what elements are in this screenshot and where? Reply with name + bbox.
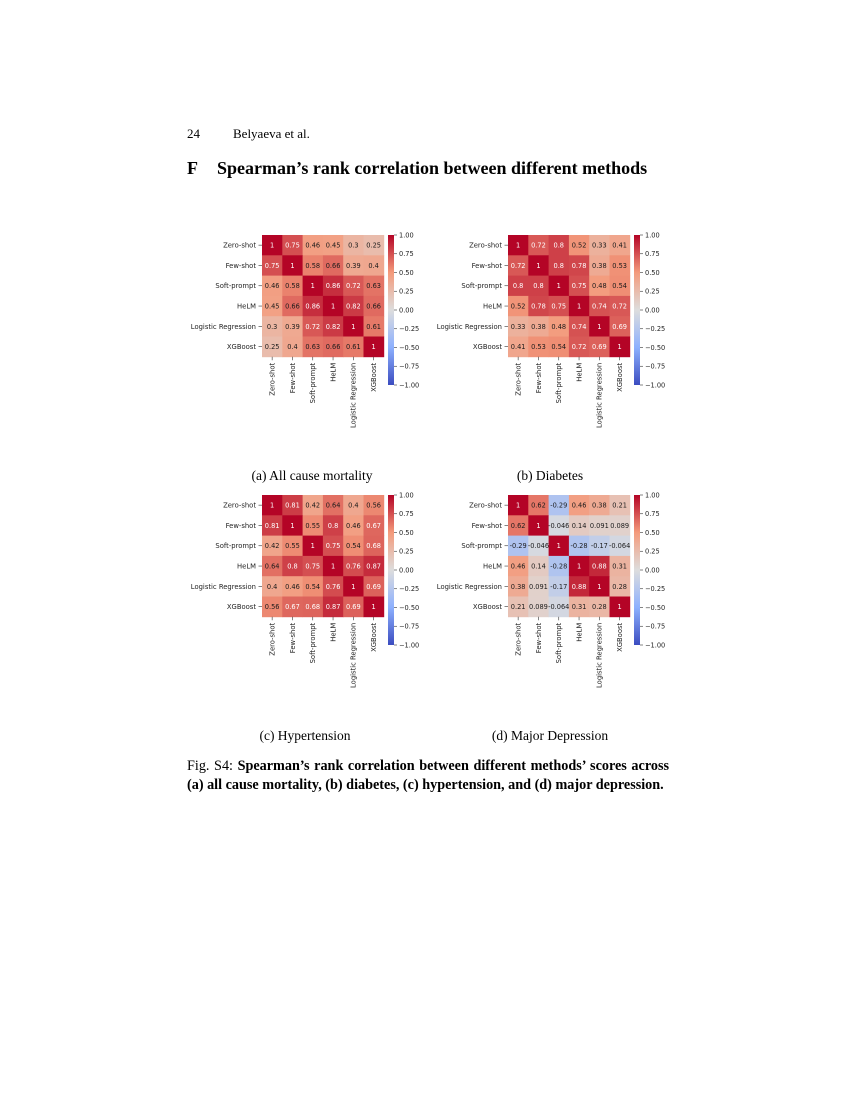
cell-value-label: 0.58 xyxy=(305,261,321,270)
colorbar-tick-label: −0.75 xyxy=(399,622,420,631)
cell-value-label: 0.76 xyxy=(325,582,341,591)
cell-value-label: 0.61 xyxy=(346,343,361,352)
cell-value-label: 0.67 xyxy=(285,603,300,612)
cell-value-label: -0.17 xyxy=(590,542,608,551)
cell-value-label: 0.091 xyxy=(529,582,548,591)
heatmap-diabetes xyxy=(436,225,676,465)
cell-value-label: 0.78 xyxy=(531,302,546,311)
cell-value-label: 0.68 xyxy=(366,542,381,551)
row-label: Zero-shot xyxy=(469,501,502,510)
section-heading xyxy=(187,158,647,179)
cell-value-label: 0.61 xyxy=(366,322,381,331)
row-label: Zero-shot xyxy=(223,501,256,510)
colorbar-tick-label: −0.25 xyxy=(399,325,420,334)
col-label: Few-shot xyxy=(534,622,543,654)
cell-value-label: 0.38 xyxy=(592,261,607,270)
cell-value-label: 1 xyxy=(270,501,275,510)
cell-value-label: 0.69 xyxy=(346,603,361,612)
page-number: 24 xyxy=(187,126,200,141)
col-label: HeLM xyxy=(575,622,584,642)
cell-value-label: 0.63 xyxy=(366,282,381,291)
colorbar-tick-label: −1.00 xyxy=(399,381,420,390)
cell-value-label: -0.064 xyxy=(548,603,570,612)
cell-value-label: 0.72 xyxy=(612,302,627,311)
cell-value-label: 0.75 xyxy=(305,562,321,571)
row-label: Few-shot xyxy=(225,521,256,530)
colorbar-tick-label: −1.00 xyxy=(645,641,666,650)
cell-value-label: 0.54 xyxy=(346,542,361,551)
cell-value-label: 0.67 xyxy=(366,521,381,530)
cell-value-label: 0.58 xyxy=(285,282,300,291)
colorbar-tick-label: 0.50 xyxy=(645,268,660,277)
cell-value-label: 0.21 xyxy=(510,603,526,612)
cell-value-label: 0.72 xyxy=(531,241,546,250)
cell-value-label: 0.81 xyxy=(264,521,280,530)
cell-value-label: 0.54 xyxy=(612,282,627,291)
row-label: XGBoost xyxy=(472,343,502,352)
cell-value-label: 1 xyxy=(290,261,295,270)
colorbar-tick-label: 0.00 xyxy=(399,306,414,315)
figure-caption-label: Fig. S4: xyxy=(187,758,238,774)
cell-value-label: 0.3 xyxy=(266,322,278,331)
colorbar-tick-label: −0.75 xyxy=(399,362,420,371)
cell-value-label: 1 xyxy=(576,302,582,311)
row-label: XGBoost xyxy=(226,343,256,352)
col-label: Logistic Regression xyxy=(595,362,604,429)
colorbar-tick-label: 0.00 xyxy=(645,566,660,575)
cell-value-label: 0.62 xyxy=(531,501,546,510)
cell-value-label: 0.4 xyxy=(266,582,278,591)
cell-value-label: 0.64 xyxy=(325,501,341,510)
colorbar-tick-label: −0.25 xyxy=(645,325,666,334)
cell-value-label: 1 xyxy=(270,241,275,250)
cell-value-label: 0.72 xyxy=(346,282,361,291)
cell-value-label: -0.064 xyxy=(609,542,631,551)
cell-value-label: -0.28 xyxy=(570,542,588,551)
colorbar-tick-label: 0.25 xyxy=(399,287,414,296)
section-letter: F xyxy=(187,158,198,178)
cell-value-label: 0.69 xyxy=(366,582,381,591)
colorbar-tick-label: 1.00 xyxy=(399,231,414,240)
row-label: Logistic Regression xyxy=(436,582,502,591)
cell-value-label: 0.089 xyxy=(610,521,630,530)
colorbar-tick-label: −1.00 xyxy=(645,381,666,390)
cell-value-label: 1 xyxy=(597,322,602,331)
colorbar-tick-label: 0.25 xyxy=(645,287,660,296)
cell-value-label: -0.29 xyxy=(550,501,568,510)
col-label: Zero-shot xyxy=(514,622,523,656)
heatmap-hypertension xyxy=(190,485,430,725)
col-label: XGBoost xyxy=(370,622,379,652)
col-label: Soft-prompt xyxy=(309,622,318,664)
cell-value-label: 0.82 xyxy=(346,302,361,311)
cell-value-label: -0.046 xyxy=(548,521,570,530)
cell-value-label: 1 xyxy=(536,521,541,530)
cell-value-label: 0.25 xyxy=(264,343,280,352)
cell-value-label: 0.53 xyxy=(612,261,627,270)
cell-value-label: 0.28 xyxy=(612,582,627,591)
subcaption-b: (b) Diabetes xyxy=(516,468,584,483)
col-label: Logistic Regression xyxy=(349,622,358,689)
cell-value-label: 0.66 xyxy=(325,261,341,270)
colorbar-tick-label: −0.25 xyxy=(645,585,666,594)
cell-value-label: 0.69 xyxy=(612,322,627,331)
cell-value-label: 0.78 xyxy=(571,261,587,270)
col-label: Logistic Regression xyxy=(349,362,358,429)
cell-value-label: 0.66 xyxy=(325,343,341,352)
cell-value-label: 0.56 xyxy=(366,501,381,510)
cell-value-label: 0.53 xyxy=(531,343,546,352)
colorbar-tick-label: −0.50 xyxy=(645,603,666,612)
cell-value-label: 0.41 xyxy=(612,241,627,250)
row-label: Logistic Regression xyxy=(190,322,256,331)
colorbar xyxy=(388,235,394,385)
subcaption-c: (c) Hypertension xyxy=(259,728,351,743)
row-label: XGBoost xyxy=(226,603,256,612)
row-label: HeLM xyxy=(237,562,256,571)
figure-caption xyxy=(187,757,669,795)
row-label: Soft-prompt xyxy=(215,542,256,551)
cell-value-label: 1 xyxy=(330,562,336,571)
colorbar-tick-label: 0.75 xyxy=(645,250,660,259)
col-label: HeLM xyxy=(575,362,584,382)
col-label: Zero-shot xyxy=(268,362,277,396)
cell-value-label: 0.31 xyxy=(612,562,627,571)
cell-value-label: 0.75 xyxy=(571,282,587,291)
section-title: Spearman’s rank correlation between different methods xyxy=(217,158,648,178)
colorbar xyxy=(634,495,640,645)
colorbar-tick-label: −1.00 xyxy=(399,641,420,650)
cell-value-label: 0.74 xyxy=(592,302,607,311)
cell-value-label: 0.41 xyxy=(510,343,526,352)
cell-value-label: 0.63 xyxy=(305,343,321,352)
cell-value-label: 1 xyxy=(351,322,356,331)
cell-value-label: 1 xyxy=(597,582,602,591)
cell-value-label: 0.55 xyxy=(285,542,300,551)
cell-value-label: 0.48 xyxy=(551,322,567,331)
row-label: Soft-prompt xyxy=(215,282,256,291)
cell-value-label: 1 xyxy=(351,582,356,591)
cell-value-label: 0.55 xyxy=(305,521,321,530)
cell-value-label: 0.88 xyxy=(571,582,587,591)
cell-value-label: 0.54 xyxy=(551,343,567,352)
cell-value-label: 0.54 xyxy=(305,582,321,591)
col-label: Zero-shot xyxy=(514,362,523,396)
cell-value-label: 0.86 xyxy=(325,282,341,291)
cell-value-label: 0.75 xyxy=(551,302,567,311)
cell-value-label: 0.39 xyxy=(346,261,361,270)
cell-value-label: 0.74 xyxy=(571,322,587,331)
cell-value-label: 0.46 xyxy=(285,582,300,591)
row-label: Logistic Regression xyxy=(190,582,256,591)
colorbar-tick-label: −0.75 xyxy=(645,622,666,631)
colorbar-tick-label: 0.25 xyxy=(645,547,660,556)
cell-value-label: 0.76 xyxy=(346,562,361,571)
heatmap-all-cause-mortality xyxy=(190,225,430,465)
cell-value-label: 0.62 xyxy=(510,521,526,530)
colorbar-tick-label: −0.50 xyxy=(645,343,666,352)
row-label: XGBoost xyxy=(472,603,502,612)
cell-value-label: 0.72 xyxy=(305,322,321,331)
cell-value-label: 1 xyxy=(330,302,336,311)
cell-value-label: 0.46 xyxy=(510,562,526,571)
cell-value-label: 1 xyxy=(371,603,376,612)
row-label: Few-shot xyxy=(225,261,256,270)
cell-value-label: 0.56 xyxy=(264,603,280,612)
colorbar-tick-label: 0.00 xyxy=(399,566,414,575)
cell-value-label: 0.4 xyxy=(348,501,359,510)
cell-value-label: -0.17 xyxy=(550,582,568,591)
colorbar xyxy=(388,495,394,645)
col-label: XGBoost xyxy=(616,362,625,392)
cell-value-label: 0.8 xyxy=(553,261,564,270)
cell-value-label: 0.75 xyxy=(264,261,280,270)
cell-value-label: 0.86 xyxy=(305,302,321,311)
cell-value-label: 1 xyxy=(617,343,622,352)
cell-value-label: 0.4 xyxy=(368,261,379,270)
cell-value-label: 0.52 xyxy=(510,302,526,311)
cell-value-label: 0.52 xyxy=(571,241,587,250)
cell-value-label: 0.88 xyxy=(592,562,607,571)
row-label: Logistic Regression xyxy=(436,322,502,331)
cell-value-label: 0.089 xyxy=(529,603,548,612)
row-label: Zero-shot xyxy=(223,241,256,250)
col-label: Few-shot xyxy=(288,622,297,654)
cell-value-label: 0.81 xyxy=(285,501,300,510)
running-head: Belyaeva et al. xyxy=(233,126,310,141)
cell-value-label: -0.28 xyxy=(550,562,568,571)
cell-value-label: 0.39 xyxy=(285,322,300,331)
cell-value-label: 0.8 xyxy=(287,562,298,571)
cell-value-label: 0.48 xyxy=(592,282,607,291)
cell-value-label: 0.45 xyxy=(325,241,341,250)
cell-value-label: 0.38 xyxy=(592,501,607,510)
row-label: HeLM xyxy=(483,302,502,311)
cell-value-label: 0.8 xyxy=(553,241,564,250)
cell-value-label: 1 xyxy=(556,282,561,291)
col-label: HeLM xyxy=(329,362,338,382)
colorbar-tick-label: −0.50 xyxy=(399,343,420,352)
row-label: HeLM xyxy=(237,302,256,311)
cell-value-label: 0.75 xyxy=(285,241,300,250)
cell-value-label: 0.46 xyxy=(346,521,361,530)
cell-value-label: 1 xyxy=(536,261,541,270)
cell-value-label: 0.21 xyxy=(612,501,627,510)
cell-value-label: 0.75 xyxy=(325,542,341,551)
colorbar-tick-label: 1.00 xyxy=(645,491,660,500)
cell-value-label: 0.3 xyxy=(348,241,359,250)
row-label: Soft-prompt xyxy=(461,282,502,291)
cell-value-label: 0.66 xyxy=(366,302,381,311)
col-label: Soft-prompt xyxy=(309,362,318,404)
cell-value-label: 1 xyxy=(516,501,521,510)
col-label: HeLM xyxy=(329,622,338,642)
cell-value-label: 1 xyxy=(290,521,295,530)
cell-value-label: 0.42 xyxy=(264,542,280,551)
cell-value-label: 0.33 xyxy=(510,322,526,331)
cell-value-label: 0.091 xyxy=(589,521,609,530)
col-label: Zero-shot xyxy=(268,622,277,656)
col-label: Few-shot xyxy=(534,362,543,394)
colorbar-tick-label: −0.25 xyxy=(399,585,420,594)
cell-value-label: 1 xyxy=(310,282,315,291)
figure-caption-text: Spearman’s rank correlation between different methods’ scores across (a) all cause mortality, (b) diabetes, (c) hypertension, and (d) major depression. xyxy=(187,758,669,793)
cell-value-label: 0.8 xyxy=(512,282,524,291)
cell-value-label: 0.42 xyxy=(305,501,321,510)
cell-value-label: 0.8 xyxy=(327,521,339,530)
cell-value-label: 0.66 xyxy=(285,302,300,311)
cell-value-label: 1 xyxy=(576,562,582,571)
cell-value-label: 0.64 xyxy=(264,562,280,571)
cell-value-label: 0.46 xyxy=(264,282,280,291)
cell-value-label: 0.82 xyxy=(325,322,341,331)
colorbar-tick-label: 0.50 xyxy=(399,528,414,537)
cell-value-label: 0.68 xyxy=(305,603,321,612)
colorbar-tick-label: 1.00 xyxy=(645,231,660,240)
cell-value-label: -0.29 xyxy=(509,542,527,551)
cell-value-label: 0.69 xyxy=(592,343,607,352)
col-label: Soft-prompt xyxy=(555,622,564,664)
colorbar-tick-label: 0.75 xyxy=(645,510,660,519)
cell-value-label: 0.87 xyxy=(325,603,341,612)
cell-value-label: 0.28 xyxy=(592,603,607,612)
cell-value-label: 0.4 xyxy=(287,343,298,352)
row-label: Few-shot xyxy=(471,521,502,530)
cell-value-label: 0.87 xyxy=(366,562,381,571)
col-label: Soft-prompt xyxy=(555,362,564,404)
cell-value-label: 1 xyxy=(556,542,561,551)
subcaption-a: (a) All cause mortality xyxy=(251,468,373,483)
cell-value-label: 0.25 xyxy=(366,241,381,250)
row-label: Zero-shot xyxy=(469,241,502,250)
colorbar-tick-label: 0.75 xyxy=(399,510,414,519)
cell-value-label: 0.38 xyxy=(531,322,546,331)
cell-value-label: 0.72 xyxy=(510,261,526,270)
cell-value-label: -0.046 xyxy=(527,542,550,551)
cell-value-label: 0.38 xyxy=(510,582,526,591)
cell-value-label: 0.31 xyxy=(571,603,587,612)
colorbar-tick-label: 1.00 xyxy=(399,491,414,500)
colorbar-tick-label: 0.50 xyxy=(399,268,414,277)
colorbar-tick-label: 0.25 xyxy=(399,547,414,556)
cell-value-label: 0.46 xyxy=(305,241,321,250)
cell-value-label: 1 xyxy=(516,241,521,250)
colorbar-tick-label: 0.50 xyxy=(645,528,660,537)
col-label: Few-shot xyxy=(288,362,297,394)
cell-value-label: 0.8 xyxy=(533,282,544,291)
cell-value-label: 1 xyxy=(617,603,622,612)
col-label: Logistic Regression xyxy=(595,622,604,689)
colorbar-tick-label: −0.75 xyxy=(645,362,666,371)
cell-value-label: 1 xyxy=(371,343,376,352)
colorbar-tick-label: 0.75 xyxy=(399,250,414,259)
cell-value-label: 0.72 xyxy=(571,343,587,352)
cell-value-label: 0.14 xyxy=(531,562,546,571)
cell-value-label: 0.14 xyxy=(571,521,587,530)
col-label: XGBoost xyxy=(616,622,625,652)
cell-value-label: 0.45 xyxy=(264,302,280,311)
colorbar-tick-label: −0.50 xyxy=(399,603,420,612)
cell-value-label: 0.33 xyxy=(592,241,607,250)
cell-value-label: 1 xyxy=(310,542,315,551)
subcaption-d: (d) Major Depression xyxy=(491,728,609,743)
row-label: Soft-prompt xyxy=(461,542,502,551)
row-label: Few-shot xyxy=(471,261,502,270)
cell-value-label: 0.46 xyxy=(571,501,587,510)
heatmap-major-depression xyxy=(436,485,676,725)
col-label: XGBoost xyxy=(370,362,379,392)
colorbar xyxy=(634,235,640,385)
colorbar-tick-label: 0.00 xyxy=(645,306,660,315)
row-label: HeLM xyxy=(483,562,502,571)
